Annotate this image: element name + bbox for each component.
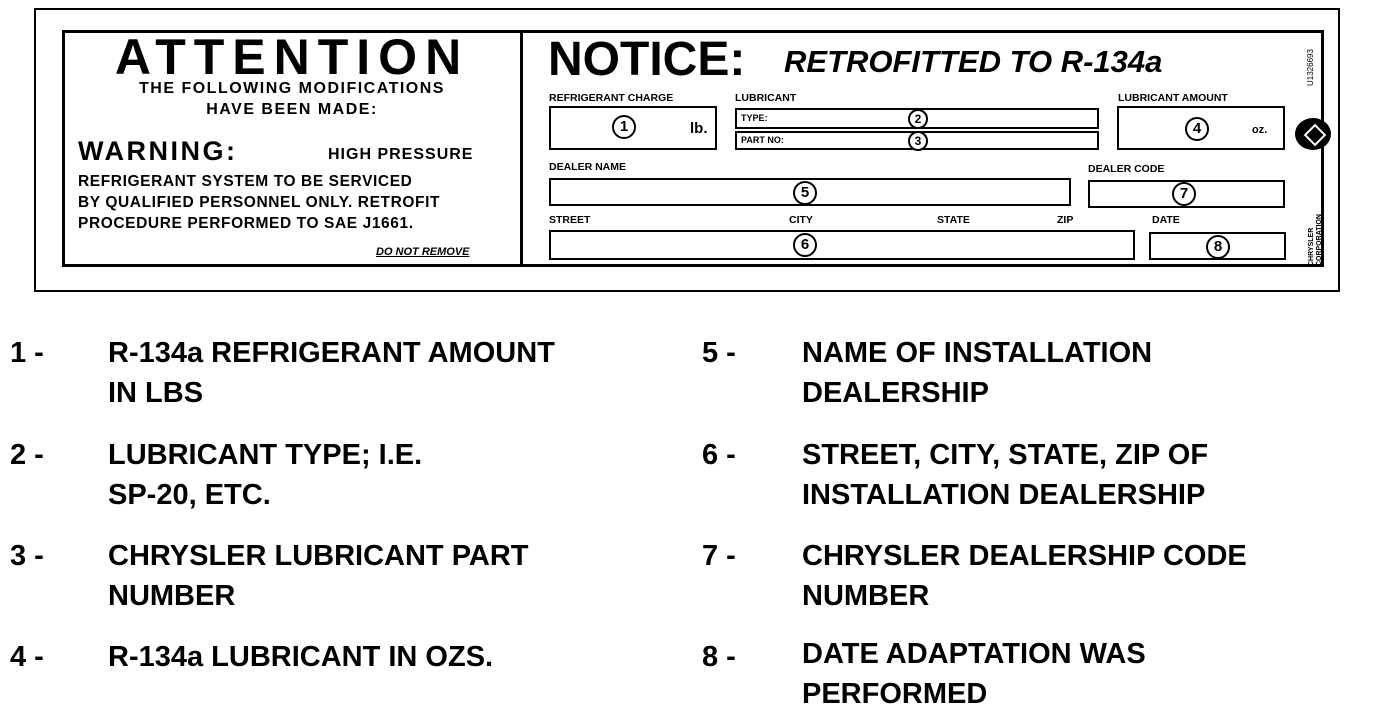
dealer-code-label: DEALER CODE [1088, 163, 1165, 175]
warning-line-1: REFRIGERANT SYSTEM TO BE SERVICED [78, 173, 413, 190]
lubricant-label: LUBRICANT [735, 92, 797, 104]
notice-subtitle: RETROFITTED TO R-134a [784, 44, 1163, 79]
marker-4: 4 [1185, 117, 1209, 141]
part-no-label: PART NO: [741, 135, 784, 145]
marker-3: 3 [908, 131, 928, 151]
street-label: STREET [549, 214, 591, 226]
figure-code: U1326693 [1306, 49, 1315, 86]
marker-7: 7 [1172, 182, 1196, 206]
warning-line-2: BY QUALIFIED PERSONNEL ONLY. RETROFIT [78, 194, 441, 211]
legend-number: 8 - [702, 641, 736, 673]
legend-number: 5 - [702, 337, 736, 369]
marker-2: 2 [908, 109, 928, 129]
refrigerant-charge-label: REFRIGERANT CHARGE [549, 92, 674, 104]
legend-number: 3 - [10, 540, 44, 572]
legend-text: CHRYSLER DEALERSHIP CODE NUMBER [802, 540, 1247, 612]
marker-8: 8 [1206, 235, 1230, 259]
legend-number: 1 - [10, 337, 44, 369]
legend-text: DATE ADAPTATION WAS PERFORMED [802, 638, 1146, 710]
city-label: CITY [789, 214, 813, 226]
type-label: TYPE: [741, 113, 768, 123]
address-box [549, 230, 1135, 260]
legend-text: LUBRICANT TYPE; I.E. SP-20, ETC. [108, 439, 423, 511]
legend-number: 6 - [702, 439, 736, 471]
legend-text: NAME OF INSTALLATION DEALERSHIP [802, 337, 1153, 409]
marker-6: 6 [793, 233, 817, 257]
lb-unit: lb. [690, 120, 708, 137]
pentastar-logo [1295, 118, 1331, 150]
legend-number: 2 - [10, 439, 44, 471]
chrysler-corporation-mark: CHRYSLER CORPORATION [1308, 214, 1323, 266]
attention-title: ATTENTION [114, 29, 470, 85]
warning-title: WARNING: [78, 136, 238, 166]
marker-1: 1 [612, 115, 636, 139]
state-label: STATE [937, 214, 970, 226]
legend-text: CHRYSLER LUBRICANT PART NUMBER [108, 540, 529, 612]
do-not-remove-note: DO NOT REMOVE [376, 246, 470, 258]
legend-text: R-134a LUBRICANT IN OZS. [108, 641, 494, 673]
notice-title: NOTICE: [548, 33, 746, 86]
attention-sub-2: HAVE BEEN MADE: [206, 101, 378, 118]
label-divider [520, 30, 523, 267]
dealer-name-label: DEALER NAME [549, 161, 627, 173]
legend-number: 7 - [702, 540, 736, 572]
zip-label: ZIP [1057, 214, 1074, 226]
legend-text: R-134a REFRIGERANT AMOUNT IN LBS [108, 337, 555, 409]
oz-unit: oz. [1252, 124, 1268, 136]
warning-line-3: PROCEDURE PERFORMED TO SAE J1661. [78, 215, 414, 232]
marker-5: 5 [793, 181, 817, 205]
lubricant-amount-label: LUBRICANT AMOUNT [1118, 92, 1228, 104]
date-label: DATE [1152, 214, 1180, 226]
legend-number: 4 - [10, 641, 44, 673]
legend-text: STREET, CITY, STATE, ZIP OF INSTALLATION DEALERSHIP [802, 439, 1209, 511]
warning-high-pressure: HIGH PRESSURE [328, 146, 474, 163]
attention-sub-1: THE FOLLOWING MODIFICATIONS [139, 80, 445, 97]
